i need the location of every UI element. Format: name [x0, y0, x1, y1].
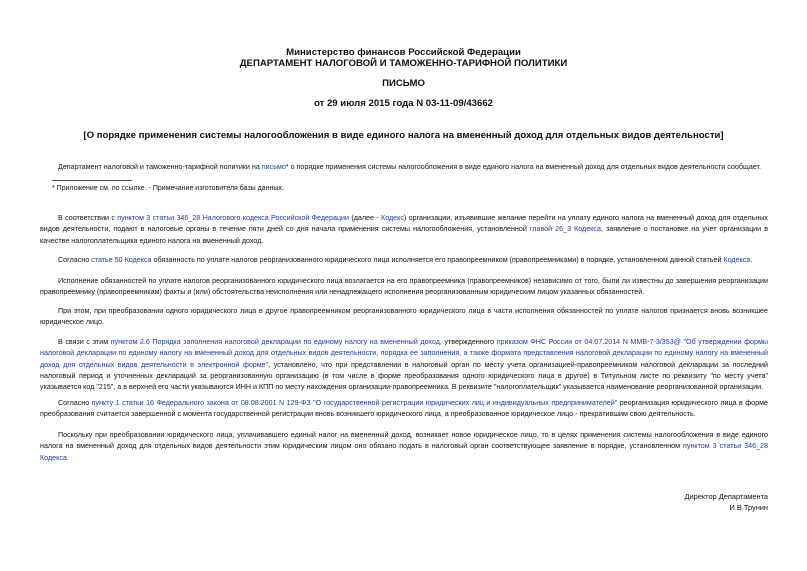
- p7-text-2: .: [66, 453, 69, 462]
- tax-code-346-28-link-2[interactable]: пунктом 3 статьи 346_28 Кодекса: [40, 442, 768, 462]
- intro-paragraph: [40, 162, 768, 173]
- chapter-26-3-link[interactable]: главой 26_3 Кодекса: [529, 225, 601, 234]
- p1-text-1: В соответствии с: [58, 214, 118, 222]
- paragraph-3: Исполнение обязанностей по уплате налогов реорганизованного юридического лица возлагается на его правопреемника (правопреемников) независимо от того, были ли известны до завершения реорганизации правопреемнику (правопреемникам) факты и (или) обстоятельства неисполнения или ненадлежащего исполнения реорганизованным юридическим лицом указанных обязанностей.: [40, 277, 768, 297]
- paragraph-7: [40, 430, 768, 464]
- paragraph-6: [40, 398, 768, 421]
- document-type: ПИСЬМО: [382, 78, 425, 89]
- signature-name: И.В.Трунин: [729, 503, 768, 512]
- department-name: ДЕПАРТАМЕНТ НАЛОГОВОЙ И ТАМОЖЕННО-ТАРИФНОЙ ПОЛИТИКИ: [239, 58, 568, 69]
- p2-text-1: Согласно: [58, 256, 92, 264]
- p6-text-2: реорганизация юридического лица в форме преобразования считается завершенной с момента государственной регистрации вновь возникшего юридического лица, а преобразованное юридическое лицо - прекратившим свою деятельность.: [40, 399, 769, 419]
- p5-text-2: , утвержденного: [439, 338, 497, 346]
- code-link-2[interactable]: Кодекса: [723, 256, 751, 264]
- federal-law-129-link[interactable]: пункту 1 статьи 16 Федерального закона от 08.08.2001 N 129-ФЗ "О государственной регистрации юридических лиц и индивидуальных предпринимателей": [91, 399, 618, 407]
- p6-text-1: Согласно: [58, 399, 92, 407]
- letter-link[interactable]: письмо: [261, 163, 286, 171]
- declaration-procedure-link[interactable]: пунктом 2.6 Порядка заполнения налоговой декларации по единому налогу на вмененный доход: [110, 338, 440, 346]
- intro-text-1: Департамент налоговой и таможенно-тарифной политики на: [58, 163, 262, 171]
- article-50-link[interactable]: статье 50 Кодекса: [91, 256, 152, 264]
- footnote: * Приложение см. по ссылке. - Примечание изготовителя базы данных.: [52, 185, 284, 192]
- paragraph-2: [40, 255, 768, 266]
- signature-title: Директор Департамента: [684, 492, 768, 501]
- paragraph-1: [40, 213, 768, 247]
- p1-text-4: , заявление о постановке на учет организации в качестве налогоплательщика единого налога на вмененный доход.: [40, 225, 768, 245]
- ministry-name: Министерство финансов Российской Федерации: [286, 47, 521, 58]
- document-date-number: от 29 июля 2015 года N 03-11-09/43662: [313, 98, 494, 109]
- document-subject: [О порядке применения системы налогообложения в виде единого налога на вмененный доход для отдельных видов деятельности]: [83, 130, 724, 141]
- tax-code-346-28-link[interactable]: пунктом 3 статьи 346_28 Налогового кодекса Российской Федерации: [117, 214, 350, 222]
- fns-order-link[interactable]: приказом ФНС России от 04.07.2014 N ММВ-7-3/353@ "Об утверждении формы налоговой декларации по единому налогу на вмененный доход для отдельных видов деятельности, порядка ее заполнения, а также формата представления налоговой декларации по единому налогу на вмененный доход для отдельных видов деятельности в электронной форме": [40, 338, 769, 369]
- intro-text-2: * о порядке применения системы налогообложения в виде единого налога на вмененный доход для отдельных видов деятельности сообщает.: [285, 163, 761, 171]
- p7-text-1: Поскольку при преобразовании юридического лица, уплачивавшего единый налог на вмененный доход, возникает новое юридическое лицо, то в целях применения системы налогообложения в виде единого налога на вмененный доход для отдельных видов деятельности этим юридическим лицом оно обязано подать в налоговый орган соответствующее заявление в порядке, установленном: [40, 431, 768, 451]
- paragraph-5: [40, 337, 768, 393]
- code-link[interactable]: Кодекс: [381, 214, 404, 222]
- footnote-divider: [52, 180, 132, 181]
- paragraph-4: При этом, при преобразовании одного юридического лица в другое правопреемником реорганизованного юридического лица в части исполнения обязанностей по уплате налогов признается вновь возникшее юридическое лицо.: [40, 307, 768, 327]
- signature-block: [684, 491, 768, 513]
- p1-text-2: (далее -: [349, 214, 382, 222]
- p2-text-2: обязанность по уплате налогов реорганизованного юридического лица исполняется его правопреемником (правопреемниками) в порядке, установленном данной статьей: [151, 256, 724, 264]
- p1-text-3: ) организации, изъявившие желание перейти на уплату единого налога на вмененный доход для отдельных видов деятельности, подают в налоговые органы в течение пяти дней со дня начала применения системы налогообложения, установленной: [40, 214, 768, 234]
- p5-text-3: , установлено, что при представлении в налоговый орган по месту учета организацией-правопреемником налоговой декларации за последний налоговый период и уточненных деклараций за реорганизованную организацию (в том числе в форме преобразования одного юридического лица в другое) в Титульном листе по реквизиту "по месту учета" указывается код "215", а в верхней его части указываются ИНН и КПП по месту нахождения организации-правопреемника. В реквизите "налогоплательщик" указывается наименование реорганизованной организации.: [40, 360, 768, 392]
- p5-text-1: В связи с этим: [58, 338, 111, 346]
- p2-text-3: .: [750, 256, 753, 264]
